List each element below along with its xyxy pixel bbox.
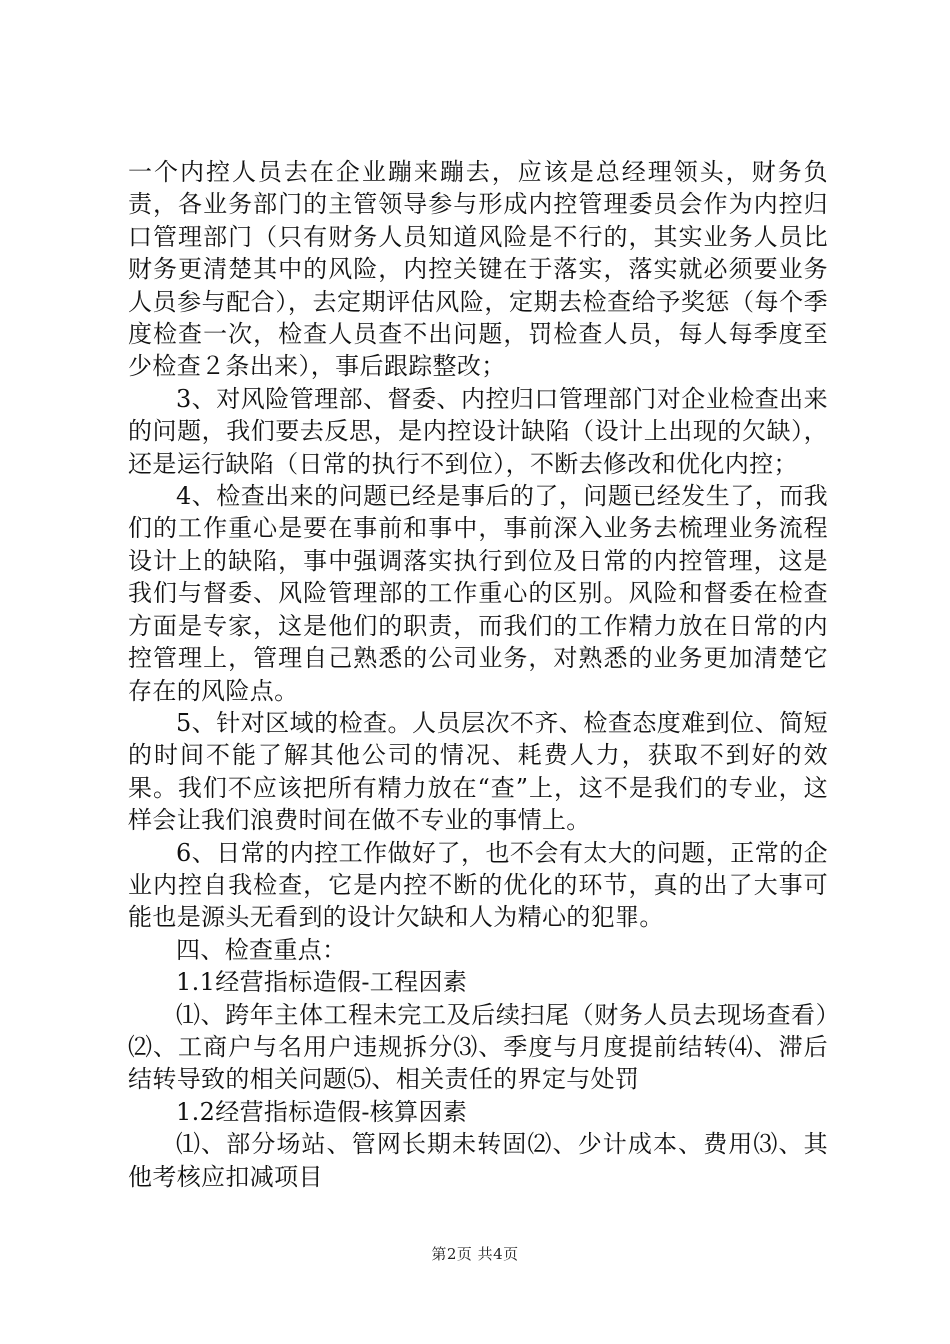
paragraph-item-4: 4、检查出来的问题已经是事后的了，问题已经发生了，而我们的工作重心是要在事前和事中，事前深入业务去梳理业务流程设计上的缺陷，事中强调落实执行到位及日常的内控管理，这是我们与督委、风险管理部的工作重心的区别。风险和督委在检查方面是专家，这是他们的职责，而我们的工作精力放在日常的内控管理上，管理自己熟悉的公司业务，对熟悉的业务更加清楚它存在的风险点。 bbox=[128, 482, 828, 705]
paragraph-item-6: 6、日常的内控工作做好了，也不会有太大的问题，正常的企业内控自我检查，它是内控不断的优化的环节，真的出了大事可能也是源头无看到的设计欠缺和人为精心的犯罪。 bbox=[128, 838, 828, 932]
paragraph-item-3: 3、对风险管理部、督委、内控归口管理部门对企业检查出来的问题，我们要去反思，是内控设计缺陷（设计上出现的欠缺），还是运行缺陷（日常的执行不到位），不断去修改和优化内控； bbox=[128, 384, 828, 478]
page-number-footer: 第2页 共4页 bbox=[431, 1245, 519, 1263]
paragraph-item-5: 5、针对区域的检查。人员层次不齐、检查态度难到位、简短的时间不能了解其他公司的情况、耗费人力，获取不到好的效果。我们不应该把所有精力放在“查”上，这不是我们的专业，这样会让我们浪费时间在做不专业的事情上。 bbox=[128, 708, 828, 835]
paragraph-1-2-items: ⑴、部分场站、管网长期未转固⑵、少计成本、费用⑶、其他考核应扣减项目 bbox=[128, 1130, 828, 1191]
subheading-1-1: 1.1经营指标造假-工程因素 bbox=[176, 968, 468, 997]
subheading-1-2: 1.2经营指标造假-核算因素 bbox=[176, 1097, 468, 1126]
paragraph-1-1-items: ⑴、跨年主体工程未完工及后续扫尾（财务人员去现场查看）⑵、工商户与名用户违规拆分⑶、季度与月度提前结转⑷、滞后结转导致的相关问题⑸、相关责任的界定与处罚 bbox=[128, 1000, 828, 1094]
document-body bbox=[128, 156, 828, 1193]
section-heading-inspection-focus: 四、检查重点： bbox=[176, 935, 347, 964]
paragraph-intro: 一个内控人员去在企业蹦来蹦去，应该是总经理领头，财务负责，各业务部门的主管领导参与形成内控管理委员会作为内控归口管理部门（只有财务人员知道风险是不行的，其实业务人员比财务更清楚其中的风险，内控关键在于落实，落实就必须要业务人员参与配合），去定期评估风险，定期去检查给予奖惩（每个季度检查一次，检查人员查不出问题，罚检查人员，每人每季度至少检查２条出来），事后跟踪整改； bbox=[128, 158, 828, 381]
